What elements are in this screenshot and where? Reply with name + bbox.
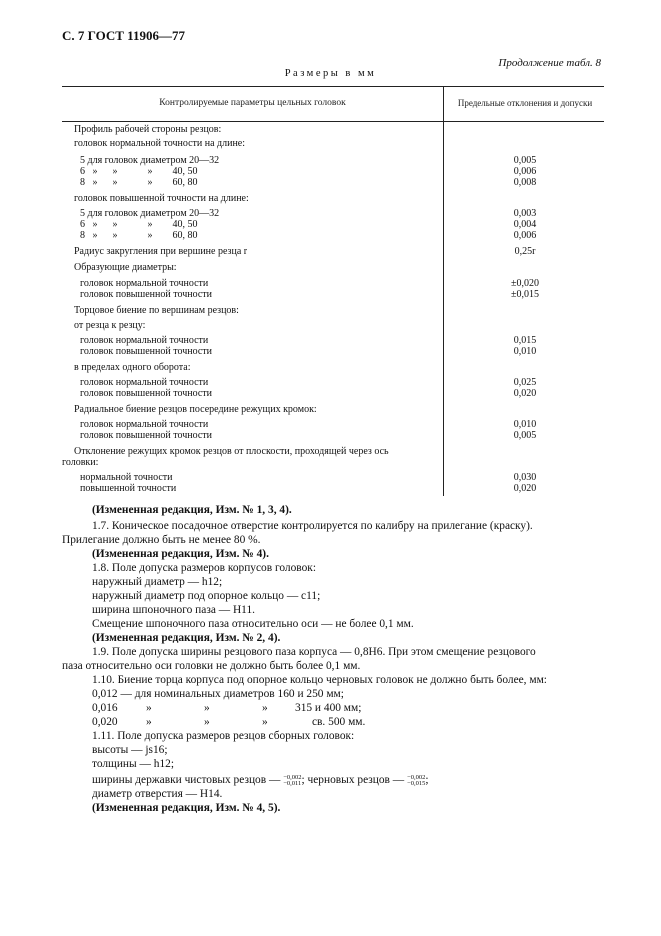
table-continuation-note: Продолжение табл. 8 (498, 57, 601, 69)
paragraph-1-8-item: наружный диаметр под опорное кольцо — c11; (92, 590, 321, 602)
edition-note: (Измененная редакция, Изм. № 4). (92, 548, 269, 560)
table-row-label: 6 » » » 40, 50 (80, 166, 198, 177)
paragraph-1-8: 1.8. Поле допуска размеров корпусов головок: (92, 562, 316, 574)
text: ; (425, 774, 429, 786)
table-row-label: Радиальное биение резцов посередине режущих кромок: (74, 404, 317, 415)
table-row-value: 0,006 (513, 166, 537, 177)
paragraph-1-10-item-b (92, 702, 118, 715)
paragraph-1-11-tolerances (92, 774, 429, 787)
ditto-mark: » (262, 716, 268, 728)
table-row-value: 0,010 (513, 419, 537, 430)
paragraph-1-11-item: диаметр отверстия — H14. (92, 788, 223, 800)
text: ; черновых резцов — (301, 774, 405, 786)
table-row-label: головок нормальной точности (80, 335, 209, 346)
table-row-value: 0,015 (513, 335, 537, 346)
value: св. 500 мм. (312, 716, 366, 728)
paragraph-1-9-cont: паза относительно оси головки не должно быть более 0,1 мм. (62, 660, 361, 672)
table-row-value: 0,020 (513, 483, 537, 494)
table-row-value: 0,030 (513, 472, 537, 483)
table-row-label: головок нормальной точности на длине: (74, 138, 246, 149)
paragraph-1-9: 1.9. Поле допуска ширины резцового паза корпуса — 0,8H6. При этом смещение резцового (92, 646, 536, 658)
ditto-mark: » (204, 716, 210, 728)
edition-note: (Измененная редакция, Изм. № 1, 3, 4). (92, 504, 292, 516)
tolerance-fraction: −0,002 −0,015 (407, 774, 426, 787)
table-row-value: 0,003 (513, 208, 537, 219)
table-col2-header: Предельные отклонения и допуски (457, 98, 593, 108)
ditto-mark: » (204, 702, 210, 714)
edition-note: (Измененная редакция, Изм. № 2, 4). (92, 632, 281, 644)
ditto-mark: » (262, 702, 268, 714)
table-row-label: головок нормальной точности (80, 278, 209, 289)
table-row-label: Образующие диаметры: (74, 262, 177, 273)
table-row-value: 0,020 (513, 388, 537, 399)
table-row-label: головок повышенной точности (80, 346, 212, 357)
paragraph-1-7-cont: Прилегание должно быть не менее 80 %. (62, 534, 261, 546)
table-top-rule (62, 86, 604, 87)
paragraph-1-8-item: Смещение шпоночного паза относительно оси — не более 0,1 мм. (92, 618, 414, 630)
table-row-value: 0,010 (513, 346, 537, 357)
page-header: С. 7 ГОСТ 11906—77 (62, 28, 185, 43)
paragraph-1-11-item: высоты — js16; (92, 744, 168, 756)
paragraph-1-8-item: ширина шпоночного паза — H11. (92, 604, 255, 616)
table-row-label: головок нормальной точности (80, 419, 209, 430)
table-row-value: 0,005 (513, 155, 537, 166)
paragraph-1-11: 1.11. Поле допуска размеров резцов сборных головок: (92, 730, 355, 742)
table-row-label: головки: (62, 457, 99, 468)
text: ширины державки чистовых резцов — (92, 774, 281, 786)
table-header-rule (62, 121, 604, 122)
table-row-value: 0,25r (514, 246, 536, 257)
table-row-label: 5 для головок диаметром 20—32 (80, 155, 220, 166)
table-row-value: ±0,015 (511, 289, 539, 300)
paragraph-1-10-item: 0,012 — для номинальных диаметров 160 и 250 мм; (92, 688, 344, 700)
tolerance-fraction: −0,002 −0,011 (283, 774, 302, 787)
paragraph-1-8-item: наружный диаметр — h12; (92, 576, 223, 588)
paragraph-1-11-item: толщины — h12; (92, 758, 175, 770)
table-row-value: 0,008 (513, 177, 537, 188)
table-row-label: 8 » » » 60, 80 (80, 177, 198, 188)
table-row-label: от резца к резцу: (74, 320, 146, 331)
ditto-mark: » (146, 702, 152, 714)
table-row-label: Торцовое биение по вершинам резцов: (74, 305, 239, 316)
sizes-caption: Размеры в мм (284, 68, 377, 79)
table-row-label: в пределах одного оборота: (74, 362, 191, 373)
paragraph-1-7: 1.7. Коническое посадочное отверстие контролируется по калибру на прилегание (краску). (92, 520, 533, 532)
table-row-label: 8 » » » 60, 80 (80, 230, 198, 241)
table-row-label: Отклонение режущих кромок резцов от плоскости, проходящей через ось (74, 446, 389, 457)
table-row-label: повышенной точности (80, 483, 177, 494)
ditto-mark: » (146, 716, 152, 728)
table-row-value: 0,004 (513, 219, 537, 230)
table-row-value: 0,005 (513, 430, 537, 441)
value: 0,020 (92, 716, 118, 728)
table-row-label: 6 » » » 40, 50 (80, 219, 198, 230)
table-row-label: Радиус закругления при вершине резца r (74, 246, 248, 257)
table-row-label: Профиль рабочей стороны резцов: (74, 124, 222, 135)
table-row-label: головок повышенной точности (80, 430, 212, 441)
table-row-label: головок повышенной точности (80, 289, 212, 300)
table-row-value: ±0,020 (511, 278, 539, 289)
table-row-label: головок повышенной точности (80, 388, 212, 399)
table-row-label: головок нормальной точности (80, 377, 209, 388)
table-row-value: 0,006 (513, 230, 537, 241)
value: 315 и 400 мм; (295, 702, 362, 714)
value: 0,016 (92, 702, 118, 714)
table-row-value: 0,025 (513, 377, 537, 388)
edition-note: (Измененная редакция, Изм. № 4, 5). (92, 802, 281, 814)
table-row-label: нормальной точности (80, 472, 173, 483)
paragraph-1-10: 1.10. Биение торца корпуса под опорное кольцо черновых головок не должно быть более, мм: (92, 674, 547, 686)
table-col1-header: Контролируемые параметры цельных головок (159, 98, 346, 108)
table-row-label: головок повышенной точности на длине: (74, 193, 249, 204)
table-row-label: 5 для головок диаметром 20—32 (80, 208, 220, 219)
